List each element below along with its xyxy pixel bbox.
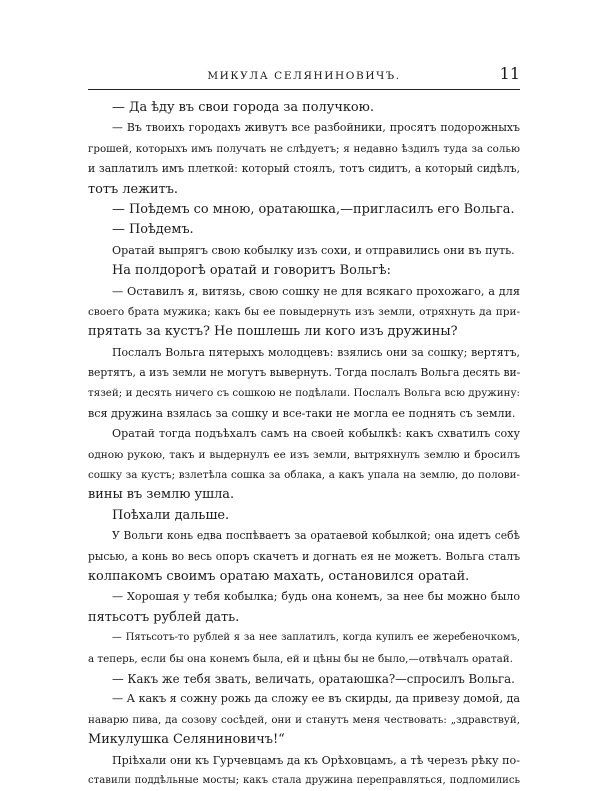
text-line: вины въ землю ушла. (88, 487, 235, 503)
text-line: колпакомъ своимъ оратаю махать, остановился оратай. (88, 568, 470, 584)
text-line: — Да ѣду въ свои города за получкою. (112, 100, 374, 115)
text-line: — Пятьсотъ-то рублей я за нее заплатилъ, когда купилъ ее жеребеночкомъ, (112, 632, 520, 644)
body-text (88, 98, 520, 791)
text-line: тязей; и десять ничего съ сошкою не подѣлали. Послалъ Вольга всю дружину: (88, 387, 520, 400)
text-line: Пріѣхали они къ Гурчевцамъ да къ Орѣховцамъ, а тѣ черезъ рѣку по- (112, 753, 520, 767)
text-line: — Поѣдемъ. (112, 222, 194, 238)
text-line: рысью, а конь во весь опоръ скачетъ и догнать ея не можетъ. Вольга сталъ (88, 549, 520, 563)
text-line: — Въ твоихъ городахъ живутъ все разбойники, просятъ подорожныхъ (112, 121, 520, 135)
text-line: а теперь, если бы она конемъ была, ей и цѣны бы не было,—отвѣчалъ оратай. (88, 652, 513, 665)
text-line: вся дружина взялась за сошку и все-таки не могла ее поднять съ земли. (88, 406, 516, 420)
text-line: наварю пива, да созову сосѣдей, они и станутъ меня чествовать: „здравствуй, (88, 713, 520, 726)
text-line: — Хорошая у тебя кобылка; будь она конемъ, за нее бы можно было (112, 590, 520, 604)
text-line: одною рукою, такъ и выдернулъ ее изъ земли, вытряхнулъ землю и бросилъ (88, 448, 520, 461)
text-line: — Какъ же тебя звать, величать, оратаюшка?—спросилъ Вольга. (112, 671, 515, 686)
text-line: У Вольги конь едва поспѣваетъ за оратаевой кобылкой; она идетъ себѣ (112, 529, 520, 543)
text-line: пятьсотъ рублей дать. (88, 609, 240, 625)
text-line: и заплатилъ имъ плеткой: который стоялъ, тотъ сидитъ, а который сидѣлъ, (88, 162, 520, 176)
page-header (88, 64, 520, 86)
text-line: прятать за кустъ? Не пошлешь ли кого изъ дружины? (88, 324, 458, 340)
text-line: — Оставилъ я, витязь, свою сошку не для всякаго прохожаго, а для (112, 284, 520, 298)
text-line: — Поѣдемъ со мною, оратаюшка,—пригласилъ его Вольга. (112, 201, 515, 217)
running-title: МИКУЛА СЕЛЯНИНОВИЧЪ. (207, 70, 401, 82)
text-line: своего брата мужика; какъ бы ее повыдернуть изъ земли, отряхнуть да при- (88, 305, 520, 318)
text-line: тотъ лежитъ. (88, 181, 179, 197)
text-line: ставили поддѣльные мосты; какъ стала дружина переправляться, подломились (88, 774, 520, 786)
text-line: Оратай выпрягъ свою кобылку изъ сохи, и отправились они въ путь. (112, 243, 515, 257)
text-line: грошей, которыхъ имъ получать не слѣдуетъ; я недавно ѣздилъ туда за солью (88, 142, 520, 155)
header-rule (88, 89, 520, 90)
text-line: сошку за кустъ; взлетѣла сошка за облака, а какъ упала на землю, до полови- (88, 469, 520, 482)
text-line: На полдорогѣ оратай и говоритъ Вольгѣ: (112, 263, 391, 279)
page-number: 11 (499, 64, 520, 83)
text-line: Поѣхали дальше. (112, 507, 230, 523)
text-line: Оратай тогда подъѣхалъ самъ на своей кобылкѣ: какъ схватилъ соху (112, 427, 520, 441)
text-line: Послалъ Вольга пятерыхъ молодцевъ: взялись они за сошку; вертятъ, (112, 345, 520, 359)
text-line: Микулушка Селяниновичъ!“ (88, 732, 285, 748)
text-line: — А какъ я сожну рожь да сложу ее въ скирды, да привезу домой, да (112, 692, 520, 706)
text-line: вертятъ, а изъ земли не могутъ вывернуть. Тогда послалъ Вольга десять ви- (88, 366, 520, 380)
